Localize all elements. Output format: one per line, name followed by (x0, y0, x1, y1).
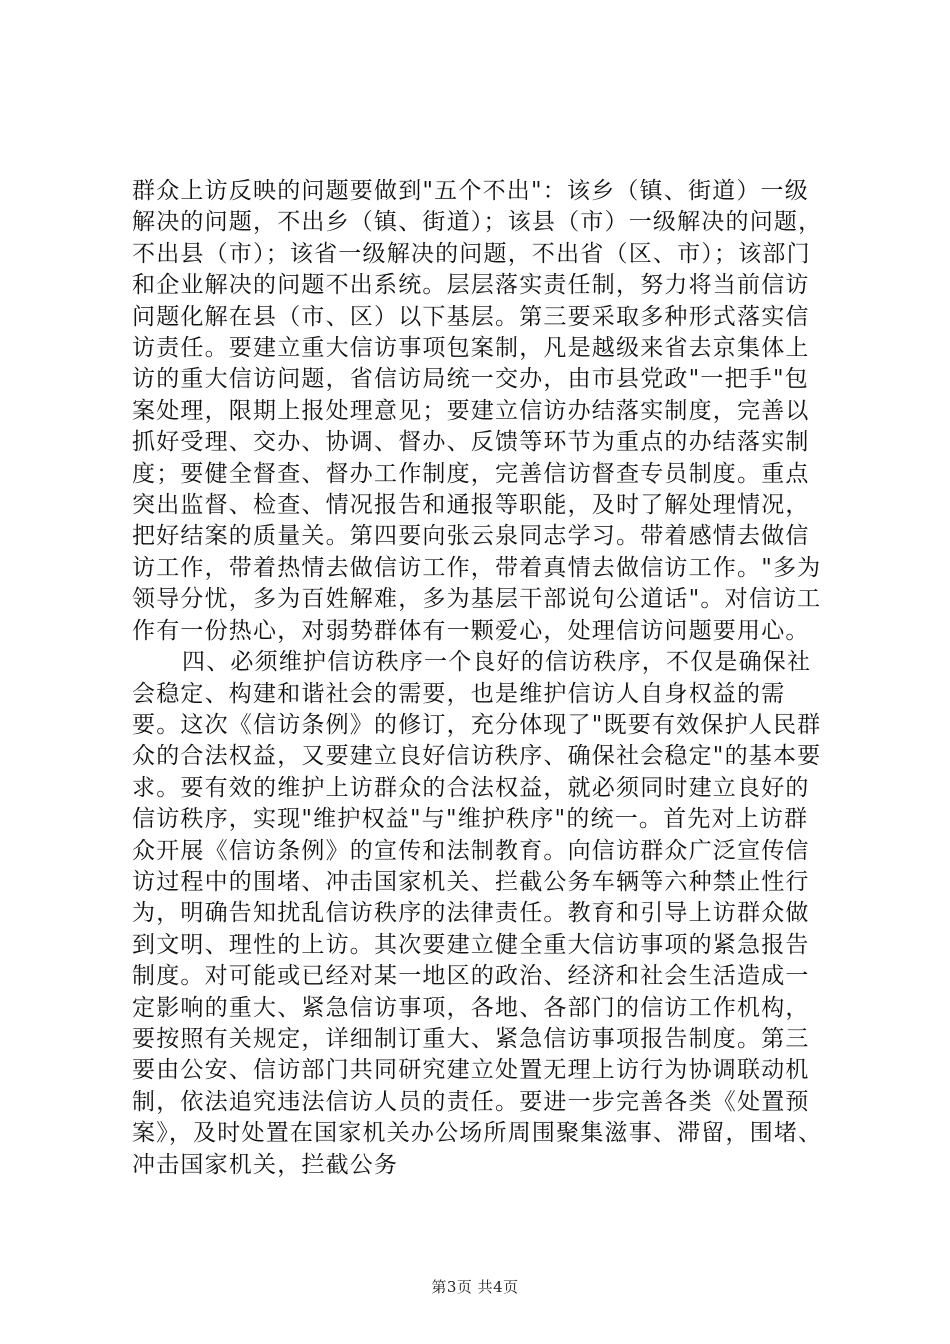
page-footer: 第3页 共4页 (431, 1278, 519, 1296)
paragraph-continued: 群众上访反映的问题要做到"五个不出"：该乡（镇、街道）一级解决的问题，不出乡（镇、街道）；该县（市）一级解决的问题，不出县（市）；该省一级解决的问题，不出省（区、市）；该部门和企业解决的问题不出系统。层层落实责任制，努力将当前信访问题化解在县（市、区）以下基层。第三要采取多种形式落实信访责任。要建立重大信访事项包案制，凡是越级来省去京集体上访的重大信访问题，省信访局统一交办，由市县党政"一把手"包案处理，限期上报处理意见；要建立信访办结落实制度，完善以抓好受理、交办、协调、督办、反馈等环节为重点的办结落实制度；要健全督查、督办工作制度，完善信访督查专员制度。重点突出监督、检查、情况报告和通报等职能，及时了解处理情况，把好结案的质量关。第四要向张云泉同志学习。带着感情去做信访工作，带着热情去做信访工作，带着真情去做信访工作。"多为领导分忧，多为百姓解难，多为基层干部说句公道话"。对信访工作有一份热心，对弱势群体有一颗爱心，处理信访问题要用心。 (132, 178, 823, 644)
paragraph-section-four: 四、必须维护信访秩序一个良好的信访秩序，不仅是确保社会稳定、构建和谐社会的需要，也是维护信访人自身权益的需要。这次《信访条例》的修订，充分体现了"既要有效保护人民群众的合法权益，又要建立良好信访秩序、确保社会稳定"的基本要求。要有效的维护上访群众的合法权益，就必须同时建立良好的信访秩序，实现"维护权益"与"维护秩序"的统一。首先对上访群众开展《信访条例》的宣传和法制教育。向信访群众广泛宣传信访过程中的围堵、冲击国家机关、拦截公务车辆等六种禁止性行为，明确告知扰乱信访秩序的法律责任。教育和引导上访群众做到文明、理性的上访。其次要建立健全重大信访事项的紧急报告制度。对可能或已经对某一地区的政治、经济和社会生活造成一定影响的重大、紧急信访事项，各地、各部门的信访工作机构，要按照有关规定，详细制订重大、紧急信访事项报告制度。第三要由公安、信访部门共同研究建立处置无理上访行为协调联动机制，依法追究违法信访人员的责任。要进一步完善各类《处置预案》，及时处置在国家机关办公场所周围聚集滋事、滞留，围堵、冲击国家机关，拦截公务 (132, 649, 823, 1178)
document-body (132, 176, 832, 1181)
